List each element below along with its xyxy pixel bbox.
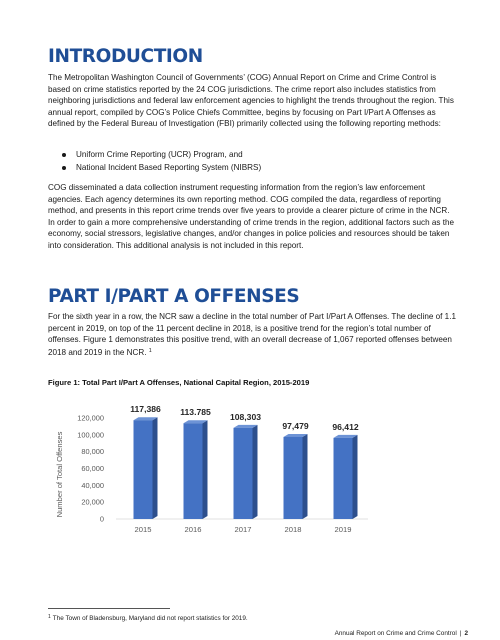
y-tick-label: 120,000 bbox=[77, 413, 104, 423]
bar-side bbox=[153, 417, 158, 519]
bar bbox=[284, 437, 303, 519]
offenses-paragraph bbox=[48, 311, 458, 358]
y-tick-label: 60,000 bbox=[81, 464, 104, 473]
data-label: 108,303 bbox=[229, 411, 262, 422]
page-footer bbox=[335, 630, 468, 637]
introduction-paragraph: The Metropolitan Washington Council of Governments’ (COG) Annual Report on Crime and Crime Control is based on crime statistics reported by the 24 COG jurisdictions. The crime report also includes statistics from neighboring jurisdictions and federal law enforcement agencies to highlight the trends throughout the region. This annual report, compiled by COG’s Police Chiefs Committee, begins by focusing on Part I/Part A Offenses as defined by the Federal Bureau of Investigation (FBI) primarily collected using the following reporting methods: bbox=[48, 73, 454, 129]
footnote-divider bbox=[48, 608, 170, 609]
reporting-methods-list bbox=[62, 148, 261, 174]
offenses-heading: PART I/PART A OFFENSES bbox=[48, 286, 300, 307]
data-label: 96,412 bbox=[332, 421, 359, 432]
offenses-paragraph-text: For the sixth year in a row, the NCR saw a decline in the total number of Part I/Part A Offenses. The decline of 1.1 percent in 2019, on top of the 11 percent decline in 2018, is a positive trend for the region’s total number of offenses. Figure 1 demonstrates this positive trend, with an overall decrease of 1,067 reported offenses between 2018 and 2019 in the NCR. bbox=[48, 312, 456, 357]
y-tick-label: 40,000 bbox=[81, 480, 104, 490]
list-item: National Incident Based Reporting System (NIBRS) bbox=[62, 161, 261, 174]
figure-caption: Figure 1: Total Part I/Part A Offenses, National Capital Region, 2015-2019 bbox=[48, 378, 310, 387]
list-item: Uniform Crime Reporting (UCR) Program, and bbox=[62, 148, 261, 161]
bar-side bbox=[253, 425, 258, 519]
footer-title: Annual Report on Crime and Crime Control bbox=[334, 630, 457, 637]
bar-side bbox=[303, 434, 308, 519]
data-collection-paragraph: COG disseminated a data collection instrument requesting information from the region’s law enforcement agencies. Each agency determines its own reporting method. COG compiled the data, regardless of reporting method, and presents in this report crime trends over five years to provide a clearer picture of crime in the NCR. In order to gain a more comprehensive understanding of crime trends in the region, additional factors such as the economy, social stressors, legislative changes, and/or changes in police policies and resources should be taken into consideration. This additional analysis is not included in this report. bbox=[48, 183, 455, 250]
bar bbox=[334, 438, 353, 519]
x-tick-label: 2018 bbox=[284, 525, 302, 534]
bar-side bbox=[203, 420, 208, 519]
introduction-heading: INTRODUCTION bbox=[48, 46, 203, 67]
x-tick-label: 2019 bbox=[334, 525, 352, 534]
data-label: 97,479 bbox=[282, 420, 309, 431]
page-number: 2 bbox=[464, 630, 468, 637]
data-label: 117,386 bbox=[130, 404, 161, 415]
y-tick-label: 80,000 bbox=[81, 447, 104, 457]
bar-side bbox=[353, 435, 358, 519]
offenses-bar-chart bbox=[48, 396, 378, 546]
footnote-number: 1 bbox=[48, 614, 51, 620]
footnote-text: The Town of Bladensburg, Maryland did not report statistics for 2019. bbox=[52, 615, 248, 622]
bar bbox=[134, 420, 153, 519]
y-tick-label: 20,000 bbox=[81, 497, 104, 507]
bar bbox=[234, 428, 253, 519]
y-tick-label: 100,000 bbox=[77, 430, 104, 440]
x-tick-label: 2015 bbox=[134, 525, 152, 534]
y-tick-label: 0 bbox=[99, 514, 104, 524]
footer-separator: | bbox=[459, 630, 462, 637]
data-label: 113.785 bbox=[180, 407, 211, 418]
footnote bbox=[48, 614, 248, 622]
bar bbox=[184, 423, 203, 519]
y-axis-title: Number of Total Offenses bbox=[55, 431, 64, 518]
footnote-reference: 1 bbox=[148, 347, 152, 354]
x-tick-label: 2016 bbox=[184, 525, 202, 534]
x-tick-label: 2017 bbox=[234, 525, 252, 534]
